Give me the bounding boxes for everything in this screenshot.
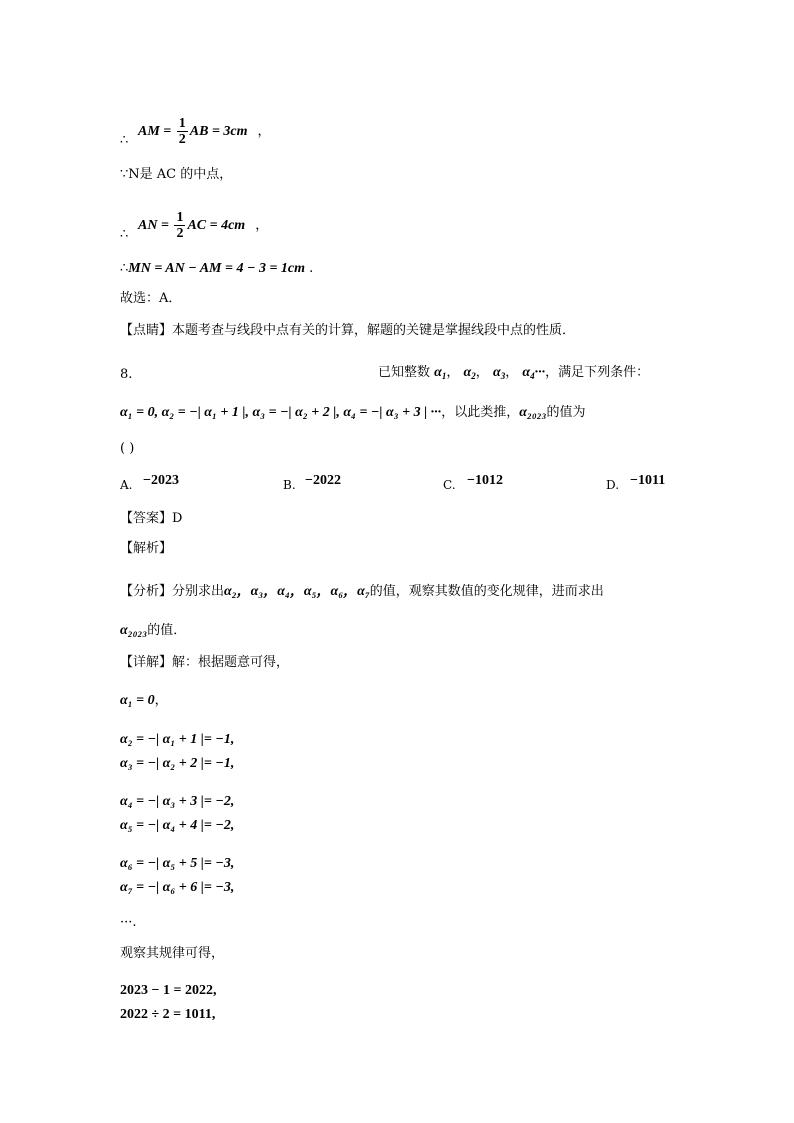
therefore-symbol-2: ∴ bbox=[120, 227, 129, 242]
option-c-label: C. bbox=[443, 478, 456, 492]
a1-equation: α₁ = 0， bbox=[120, 693, 168, 708]
step-a6: α₆ = −| α₅ + 5 |= −3, bbox=[120, 856, 235, 871]
calc-line-1: 2023 − 1 = 2022, bbox=[120, 983, 217, 998]
question-intro: 已知整数 $\alpha_1$， $\alpha_2$， $\alpha_3$， $\alpha_4\cdot\cdot\cdot$，满足下列条件： bbox=[378, 365, 650, 381]
fraction-half: $\frac{1}{2}$ bbox=[178, 116, 186, 147]
option-d-value: −1011 bbox=[630, 473, 666, 488]
an-equation: AN = $\frac{1}{2}$ AC = 4cm ， bbox=[138, 210, 269, 241]
option-a-value: −2023 bbox=[143, 473, 179, 488]
step-a2: α₂ = −| α₁ + 1 |= −1, bbox=[120, 732, 235, 747]
comment-text: 【点睛】本题考查与线段中点有关的计算，解题的关键是掌握线段中点的性质． bbox=[120, 323, 576, 338]
an-eq-text: AN = bbox=[138, 218, 173, 233]
mn-equation: ∴MN = AN − AM = 4 − 3 = 1cm . bbox=[120, 261, 314, 276]
an-rest-text: AC = 4cm bbox=[187, 218, 246, 233]
step-a4: α₄ = −| α₃ + 3 |= −2, bbox=[120, 794, 235, 809]
conditions-text: α₁ = 0, α₂ = −| α₁ + 1 |, α₃ = −| α₂ + 2 |, α₄ = −| α₃ + 3 | ··· bbox=[120, 405, 442, 420]
because-n-line: ∵N是 AC 的中点， bbox=[120, 167, 233, 182]
option-b-label: B. bbox=[283, 478, 296, 492]
answer-line: 【答案】D bbox=[120, 511, 183, 526]
question-number: 8. bbox=[120, 367, 133, 382]
am-eq-text: AM = bbox=[138, 124, 175, 139]
detail-line: 【详解】解：根据题意可得， bbox=[120, 655, 290, 670]
option-c-value: −1012 bbox=[467, 473, 503, 488]
option-d-label: D. bbox=[606, 478, 620, 492]
choose-answer: 故选：A． bbox=[120, 291, 182, 306]
am-equation: AM = $\frac{1}{2}$ AB = 3cm ， bbox=[138, 116, 271, 147]
mn-text: MN = AN − AM = 4 − 3 = 1cm bbox=[128, 261, 306, 276]
analysis-line: 【分析】分别求出α₂，α₃，α₄，α₅，α₆，α₇的值，观察其数值的变化规律，进而求出 bbox=[120, 584, 604, 599]
ellipsis-line: ···. bbox=[120, 915, 137, 930]
am-rest-text: AB = 3cm bbox=[189, 124, 248, 139]
therefore-symbol: ∴ bbox=[120, 133, 129, 148]
answer-paren: ( ) bbox=[120, 441, 135, 456]
conditions-line: α₁ = 0, α₂ = −| α₁ + 1 |, α₃ = −| α₂ + 2 |, α₄ = −| α₃ + 3 | ···，以此类推，α₂₀₂₃的值为 bbox=[120, 405, 586, 420]
step-a5: α₅ = −| α₄ + 4 |= −2, bbox=[120, 818, 235, 833]
analysis-title: 【解析】 bbox=[120, 541, 173, 556]
observe-line: 观察其规律可得， bbox=[120, 946, 225, 961]
option-b-value: −2022 bbox=[305, 473, 341, 488]
analysis-end: α₂₀₂₃的值． bbox=[120, 623, 187, 638]
option-a-label: A. bbox=[120, 478, 133, 492]
step-a7: α₇ = −| α₆ + 6 |= −3, bbox=[120, 880, 235, 895]
fraction-half-2: $\frac{1}{2}$ bbox=[176, 210, 184, 241]
calc-line-2: 2022 ÷ 2 = 1011, bbox=[120, 1007, 216, 1022]
step-a3: α₃ = −| α₂ + 2 |= −1, bbox=[120, 756, 235, 771]
